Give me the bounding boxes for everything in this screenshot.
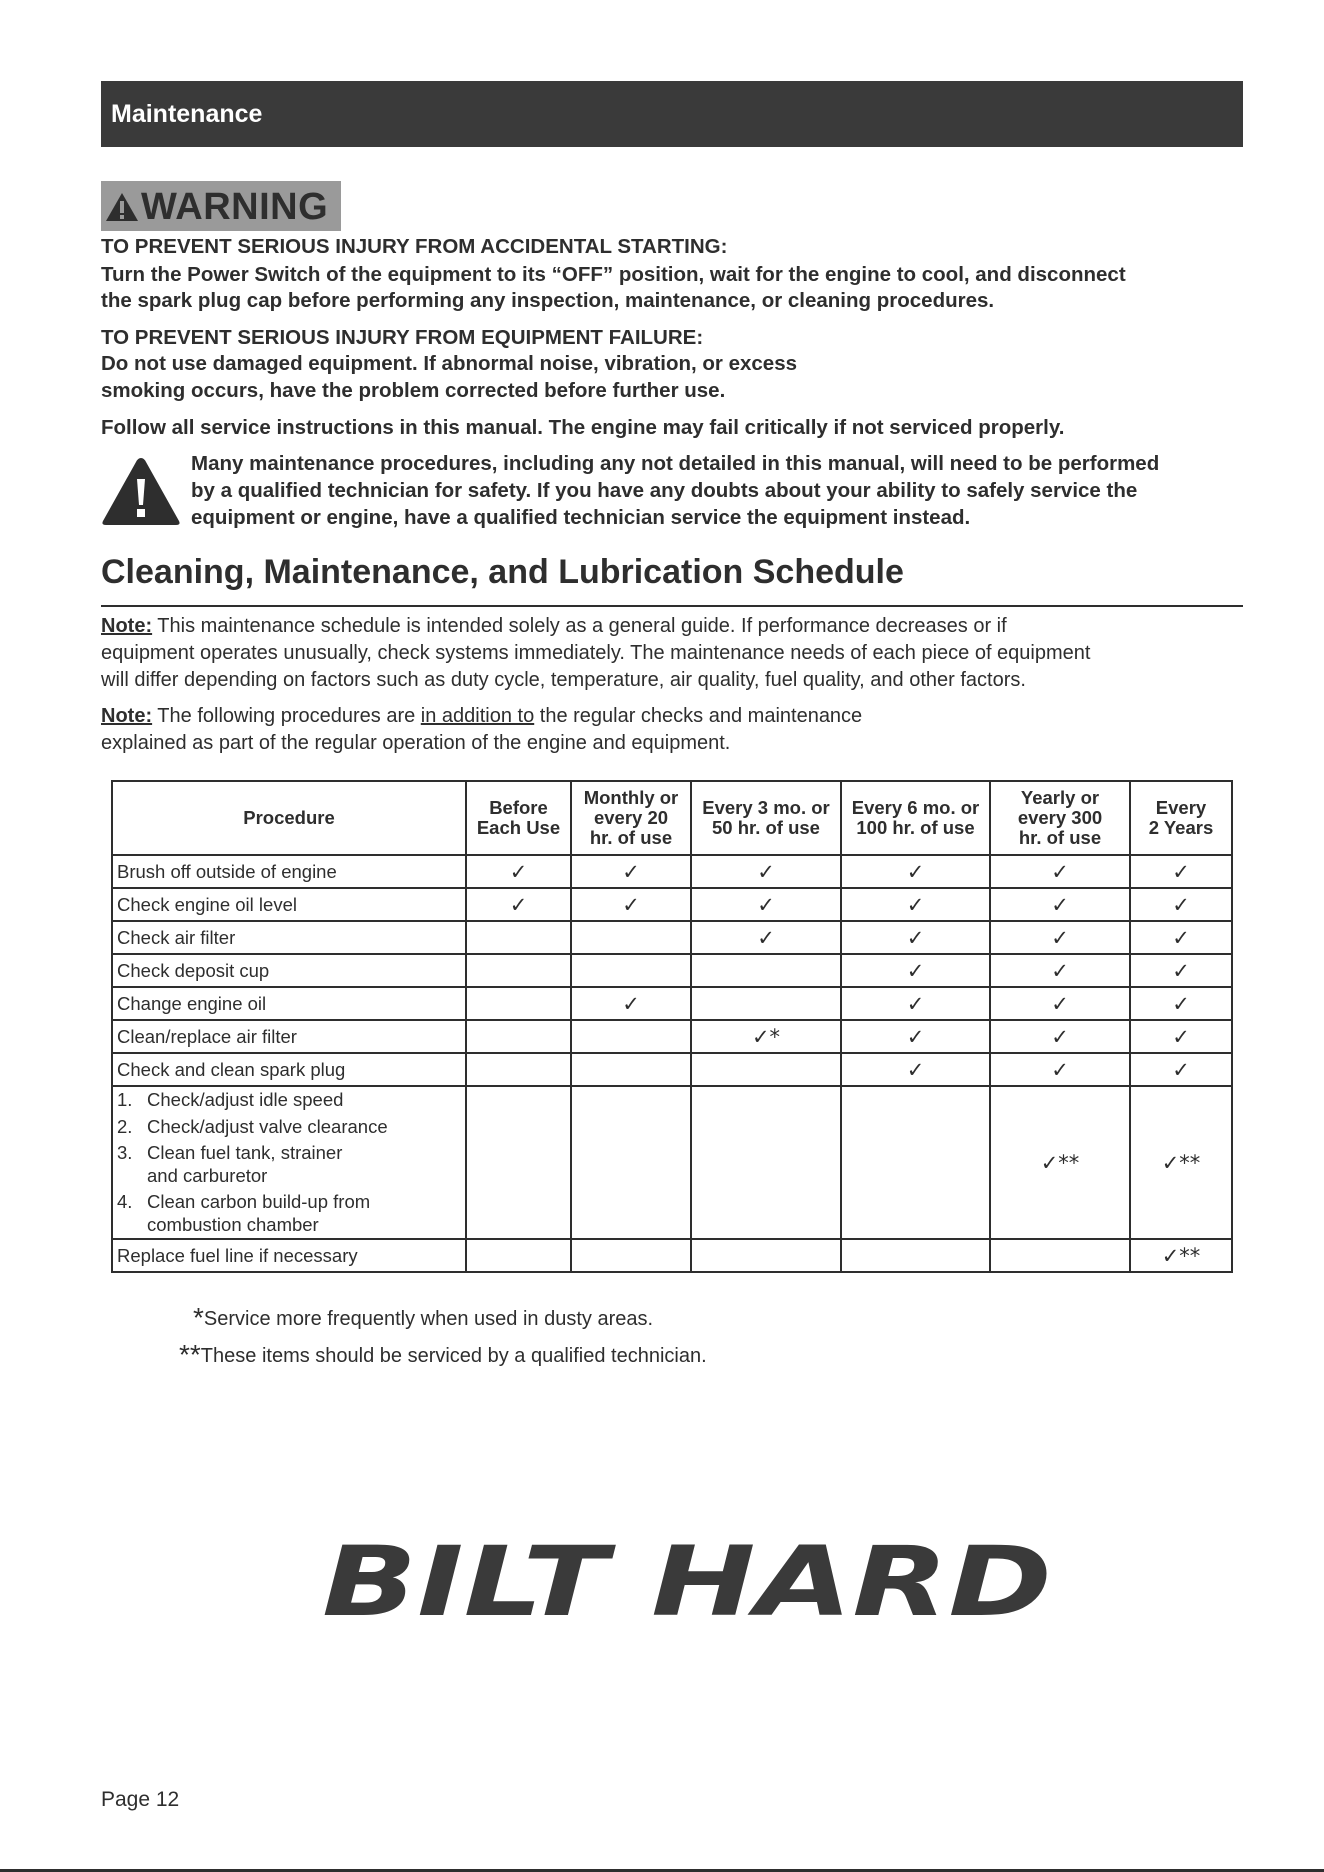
check-cell: ✓ <box>466 855 571 888</box>
table-row <box>112 1053 1232 1086</box>
caution-text-line: Many maintenance procedures, including any not detailed in this manual, will need to be performed <box>191 452 1160 475</box>
warning-heading-starting: TO PREVENT SERIOUS INJURY FROM ACCIDENTAL STARTING: <box>101 235 728 258</box>
check-cell <box>466 987 571 1020</box>
note-text: This maintenance schedule is intended solely as a general guide. If performance decreases or if <box>152 615 1007 637</box>
check-cell: ✓* <box>691 1020 841 1053</box>
check-cell: ✓ <box>990 987 1130 1020</box>
check-cell: ✓ <box>841 987 990 1020</box>
footnote-double-star: **These items should be serviced by a qualified technician. <box>179 1339 707 1370</box>
check-cell: ✓ <box>841 855 990 888</box>
header-every-6-months: Every 6 mo. or 100 hr. of use <box>841 781 990 855</box>
table-row <box>112 987 1232 1020</box>
check-cell: ✓ <box>1130 855 1232 888</box>
check-cell: ✓** <box>990 1086 1130 1239</box>
check-cell: ✓ <box>1130 888 1232 921</box>
warning-text-line: Turn the Power Switch of the equipment to its “OFF” position, wait for the engine to cool, and disconnect <box>101 263 1126 286</box>
check-cell <box>466 954 571 987</box>
section-header-title: Maintenance <box>111 100 263 128</box>
list-item: 2. Check/adjust valve clearance <box>117 1115 388 1137</box>
check-cell: ✓ <box>990 954 1130 987</box>
header-yearly: Yearly or every 300 hr. of use <box>990 781 1130 855</box>
check-cell: ✓ <box>841 1053 990 1086</box>
check-cell <box>691 1239 841 1272</box>
note-1-line: equipment operates unusually, check systems immediately. The maintenance needs of each piece of equipment <box>101 642 1091 664</box>
procedure-cell: Brush off outside of engine <box>112 855 466 888</box>
brand-logo-text: BILT HARD <box>322 1535 1052 1625</box>
bilt-hard-logo <box>322 1535 1062 1625</box>
check-cell: ✓ <box>990 1053 1130 1086</box>
check-cell <box>841 1086 990 1239</box>
warning-badge <box>101 181 341 231</box>
check-cell: ✓ <box>841 921 990 954</box>
check-cell <box>466 1053 571 1086</box>
check-cell: ✓ <box>691 855 841 888</box>
procedure-group-cell <box>112 1086 466 1239</box>
warning-heading-failure: TO PREVENT SERIOUS INJURY FROM EQUIPMENT FAILURE: <box>101 326 704 349</box>
check-cell <box>691 1086 841 1239</box>
check-cell <box>571 921 691 954</box>
page-number: Page 12 <box>101 1788 180 1811</box>
check-cell <box>571 1239 691 1272</box>
header-procedure: Procedure <box>112 781 466 855</box>
note-text: the regular checks and maintenance <box>534 705 863 727</box>
warning-triangle-icon <box>105 192 139 222</box>
table-row <box>112 888 1232 921</box>
table-row <box>112 1020 1232 1053</box>
header-before-each-use: Before Each Use <box>466 781 571 855</box>
table-row-group <box>112 1086 1232 1239</box>
check-cell <box>466 1239 571 1272</box>
check-cell: ✓ <box>466 888 571 921</box>
check-cell <box>571 1086 691 1239</box>
list-item: 4. Clean carbon build-up from combustion chamber <box>117 1191 371 1235</box>
check-cell: ✓** <box>1130 1086 1232 1239</box>
check-cell: ✓ <box>571 987 691 1020</box>
check-cell: ✓ <box>691 921 841 954</box>
warning-text-line: the spark plug cap before performing any inspection, maintenance, or cleaning procedures. <box>101 289 995 312</box>
note-text: The following procedures are <box>152 705 421 727</box>
check-cell: ✓ <box>1130 1020 1232 1053</box>
check-cell <box>466 1020 571 1053</box>
table-row <box>112 954 1232 987</box>
check-cell <box>571 1020 691 1053</box>
check-cell <box>571 1053 691 1086</box>
header-monthly: Monthly or every 20 hr. of use <box>571 781 691 855</box>
check-cell <box>691 987 841 1020</box>
schedule-title: Cleaning, Maintenance, and Lubrication Schedule <box>101 553 904 591</box>
note-1-line <box>101 615 1007 638</box>
check-cell: ✓ <box>990 921 1130 954</box>
check-cell <box>691 1053 841 1086</box>
procedure-cell: Check engine oil level <box>112 888 466 921</box>
check-cell <box>691 954 841 987</box>
check-cell <box>466 1086 571 1239</box>
check-cell: ✓ <box>1130 954 1232 987</box>
maintenance-schedule-table <box>111 780 1233 1273</box>
caution-text-line: by a qualified technician for safety. If you have any doubts about your ability to safely service the <box>191 479 1138 502</box>
section-header-bar <box>101 81 1243 147</box>
warning-service-instructions: Follow all service instructions in this manual. The engine may fail critically if not serviced properly. <box>101 416 1065 439</box>
list-item: 1. Check/adjust idle speed <box>117 1089 344 1110</box>
check-cell: ✓ <box>571 855 691 888</box>
table-row <box>112 855 1232 888</box>
check-cell: ✓ <box>1130 921 1232 954</box>
check-cell <box>841 1239 990 1272</box>
note-2-line <box>101 705 862 728</box>
note-label: Note: <box>101 705 153 727</box>
check-cell: ✓ <box>841 888 990 921</box>
list-item: 3. Clean fuel tank, strainer and carburetor <box>117 1142 343 1186</box>
check-cell: ✓ <box>990 855 1130 888</box>
check-cell: ✓ <box>691 888 841 921</box>
title-divider <box>101 605 1243 607</box>
procedure-cell: Clean/replace air filter <box>112 1020 466 1053</box>
note-emphasis: in addition to <box>420 705 535 727</box>
note-2-line: explained as part of the regular operation of the engine and equipment. <box>101 732 731 754</box>
warning-label: WARNING <box>141 186 329 228</box>
table-header-row <box>112 781 1232 855</box>
procedure-cell: Check air filter <box>112 921 466 954</box>
header-every-2-years: Every 2 Years <box>1130 781 1232 855</box>
check-cell: ✓ <box>1130 1053 1232 1086</box>
check-cell: ✓ <box>990 888 1130 921</box>
check-cell: ✓ <box>841 1020 990 1053</box>
check-cell: ✓ <box>841 954 990 987</box>
check-cell <box>571 954 691 987</box>
caution-text-line: equipment or engine, have a qualified technician service the equipment instead. <box>191 506 971 529</box>
procedure-cell: Check deposit cup <box>112 954 466 987</box>
check-cell <box>466 921 571 954</box>
note-label: Note: <box>101 615 153 637</box>
procedure-cell: Check and clean spark plug <box>112 1053 466 1086</box>
check-cell <box>990 1239 1130 1272</box>
caution-triangle-icon <box>101 455 181 527</box>
header-every-3-months: Every 3 mo. or 50 hr. of use <box>691 781 841 855</box>
footnote-single-star: *Service more frequently when used in dusty areas. <box>193 1302 654 1333</box>
check-cell: ✓** <box>1130 1239 1232 1272</box>
check-cell: ✓ <box>990 1020 1130 1053</box>
warning-text-line: Do not use damaged equipment. If abnormal noise, vibration, or excess <box>101 352 798 375</box>
check-cell: ✓ <box>1130 987 1232 1020</box>
note-1-line: will differ depending on factors such as duty cycle, temperature, air quality, fuel quality, and other factors. <box>101 669 1026 691</box>
table-row <box>112 1239 1232 1272</box>
warning-text-line: smoking occurs, have the problem corrected before further use. <box>101 379 726 402</box>
table-row <box>112 921 1232 954</box>
procedure-cell: Change engine oil <box>112 987 466 1020</box>
procedure-cell: Replace fuel line if necessary <box>112 1239 466 1272</box>
check-cell: ✓ <box>571 888 691 921</box>
